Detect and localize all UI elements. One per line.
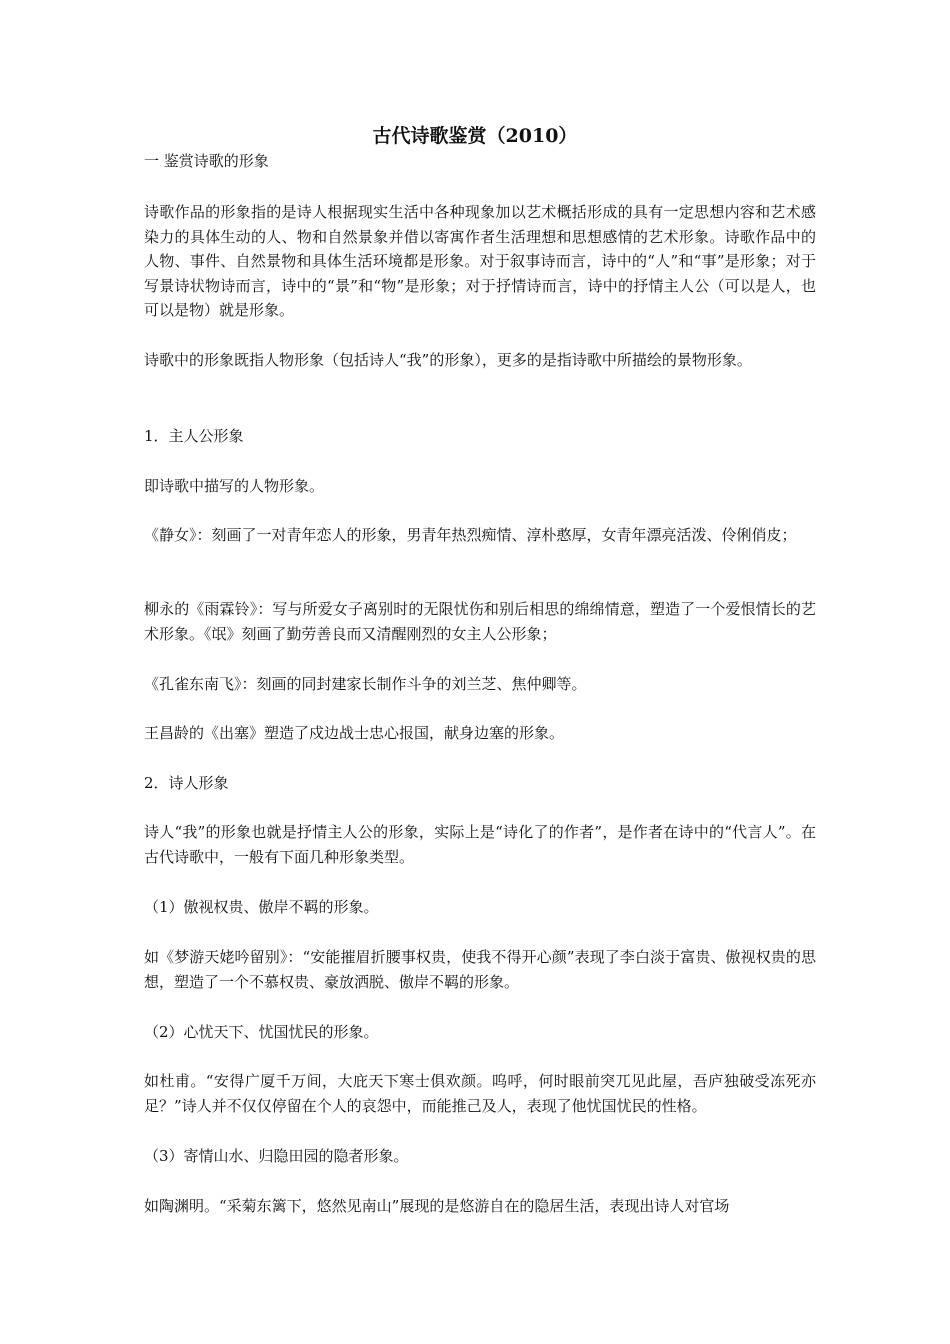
paragraph-type-3-example: 如陶渊明。“采菊东篱下，悠然见南山”展现的是悠游自在的隐居生活，表现出诗人对官场	[144, 1197, 730, 1215]
paragraph-yulinling: 柳永的《雨霖铃》：写与所爱女子离别时的无限忧伤和别后相思的绵绵情意，塑造了一个爱恨情长的艺术形象。《氓》刻画了勤劳善良而又清醒刚烈的女主人公形象；	[144, 600, 816, 643]
paragraph-chusai: 王昌龄的《出塞》塑造了戍边战士忠心报国，献身边塞的形象。	[144, 724, 565, 742]
paragraph-type-1-example: 如《梦游天姥吟留别》：“安能摧眉折腰事权贵，使我不得开心颜”表现了李白淡于富贵、傲视权贵的思想，塑造了一个不慕权贵、豪放洒脱、傲岸不羁的形象。	[144, 948, 816, 991]
paragraph-protagonist-definition: 即诗歌中描写的人物形象。	[144, 477, 325, 495]
paragraph-jingnv: 《静女》：刻画了一对青年恋人的形象，男青年热烈痴情、淳朴憨厚，女青年漂亮活泼、伶俐俏皮；	[144, 526, 797, 544]
paragraph-kongque: 《孔雀东南飞》：刻画的同封建家长制作斗争的刘兰芝、焦仲卿等。	[144, 675, 587, 693]
paragraph-image-definition: 诗歌作品的形象指的是诗人根据现实生活中各种现象加以艺术概括形成的具有一定思想内容和艺术感染力的具体生动的人、物和自然景象并借以寄寓作者生活理想和思想感情的艺术形象。诗歌作品中的人物、事件、自然景物和具体生活环境都是形象。对于叙事诗而言，诗中的“人”和“事”是形象；对于写景诗状物诗而言，诗中的“景”和“物”是形象；对于抒情诗而言，诗中的抒情主人公（可以是人，也可以是物）就是形象。	[144, 203, 816, 319]
subheading-type-1: （1）傲视权贵、傲岸不羁的形象。	[144, 898, 379, 916]
section-heading: 一 鉴赏诗歌的形象	[144, 152, 269, 170]
subheading-type-3: （3）寄情山水、归隐田园的隐者形象。	[144, 1147, 409, 1165]
subheading-type-2: （2）心忧天下、忧国忧民的形象。	[144, 1023, 379, 1041]
subheading-poet-image: 2．诗人形象	[144, 774, 229, 792]
paragraph-image-scope: 诗歌中的形象既指人物形象（包括诗人“我”的形象），更多的是指诗歌中所描绘的景物形象。	[144, 351, 752, 369]
subheading-protagonist-image: 1．主人公形象	[144, 427, 244, 445]
document-title: 古代诗歌鉴赏（2010）	[372, 125, 578, 147]
paragraph-poet-image-definition: 诗人“我”的形象也就是抒情主人公的形象，实际上是“诗化了的作者”，是作者在诗中的“代言人”。在古代诗歌中，一般有下面几种形象类型。	[144, 823, 816, 866]
paragraph-type-2-example: 如杜甫。“安得广厦千万间，大庇天下寒士俱欢颜。呜呼，何时眼前突兀见此屋，吾庐独破受冻死亦足？”诗人并不仅仅停留在个人的哀怨中，而能推己及人，表现了他忧国忧民的性格。	[144, 1072, 816, 1115]
